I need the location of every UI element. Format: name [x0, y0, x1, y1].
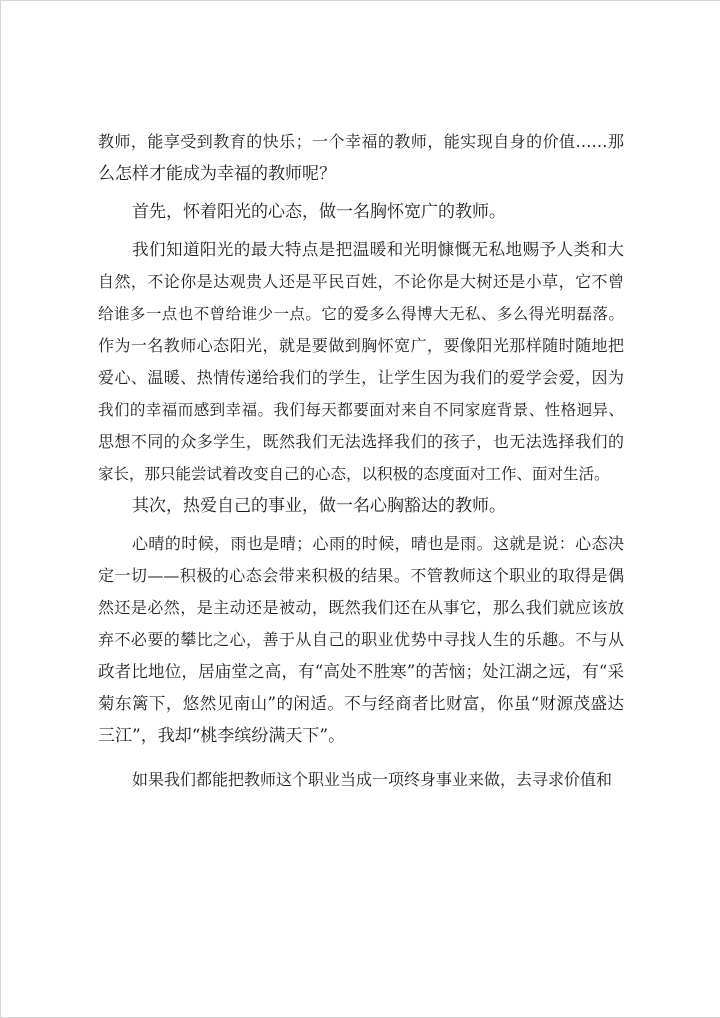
text-line: 然还是必然，是主动还是被动，既然我们还在从事它，那么我们就应该放: [98, 598, 624, 617]
text-line: 政者比地位，居庙堂之高，有“高处不胜寒”的苦恼；处江湖之远，有“采: [98, 662, 624, 681]
text-line: 我们的幸福而感到幸福。我们每天都要面对来自不同家庭背景、性格迥异、: [98, 401, 624, 419]
text-line: 给谁多一点也不曾给谁少一点。它的爱多么得博大无私、多么得光明磊落。: [98, 305, 624, 323]
text-line: 定一切——积极的心态会带来积极的结果。不管教师这个职业的取得是偶: [98, 566, 624, 585]
text-line: 家长，那只能尝试着改变自己的心态，以积极的态度面对工作、面对生活。: [98, 465, 610, 483]
text-line: 弃不必要的攀比之心，善于从自己的职业优势中寻找人生的乐趣。不与从: [98, 630, 624, 649]
text-line: 教师，能享受到教育的快乐；一个幸福的教师，能实现自身的价值……那: [98, 132, 624, 151]
text-line: 思想不同的众多学生，既然我们无法选择我们的孩子，也无法选择我们的: [98, 432, 624, 451]
section-heading: 其次，热爱自己的事业，做一名心胸豁达的教师。: [132, 496, 506, 516]
text-line: 三江”，我却“桃李缤纷满天下”。: [98, 726, 346, 746]
page-border-left: [0, 0, 1, 1018]
document-body: [98, 126, 624, 796]
page-border-top: [0, 0, 720, 1]
text-line: 爱心、温暖、热情传递给我们的学生，让学生因为我们的爱学会爱，因为: [98, 368, 624, 387]
section-heading: 首先，怀着阳光的心态，做一名胸怀宽广的教师。: [132, 202, 506, 222]
text-line: 心晴的时候，雨也是晴；心雨的时候，晴也是雨。这就是说：心态决: [132, 534, 624, 553]
text-line: 自然，不论你是达观贵人还是平民百姓，不论你是大树还是小草，它不曾: [98, 272, 624, 291]
text-line: 菊东篱下，悠然见南山”的闲适。不与经商者比财富，你虽“财源茂盛达: [98, 694, 624, 713]
text-line: 作为一名教师心态阳光，就是要做到胸怀宽广，要像阳光那样随时随地把: [98, 336, 624, 355]
text-line: 我们知道阳光的最大特点是把温暖和光明慷慨无私地赐予人类和大: [132, 240, 624, 259]
text-line: 如果我们都能把教师这个职业当成一项终身事业来做，去寻求价值和: [132, 770, 613, 789]
text-line: 么怎样才能成为幸福的教师呢？: [98, 164, 336, 184]
